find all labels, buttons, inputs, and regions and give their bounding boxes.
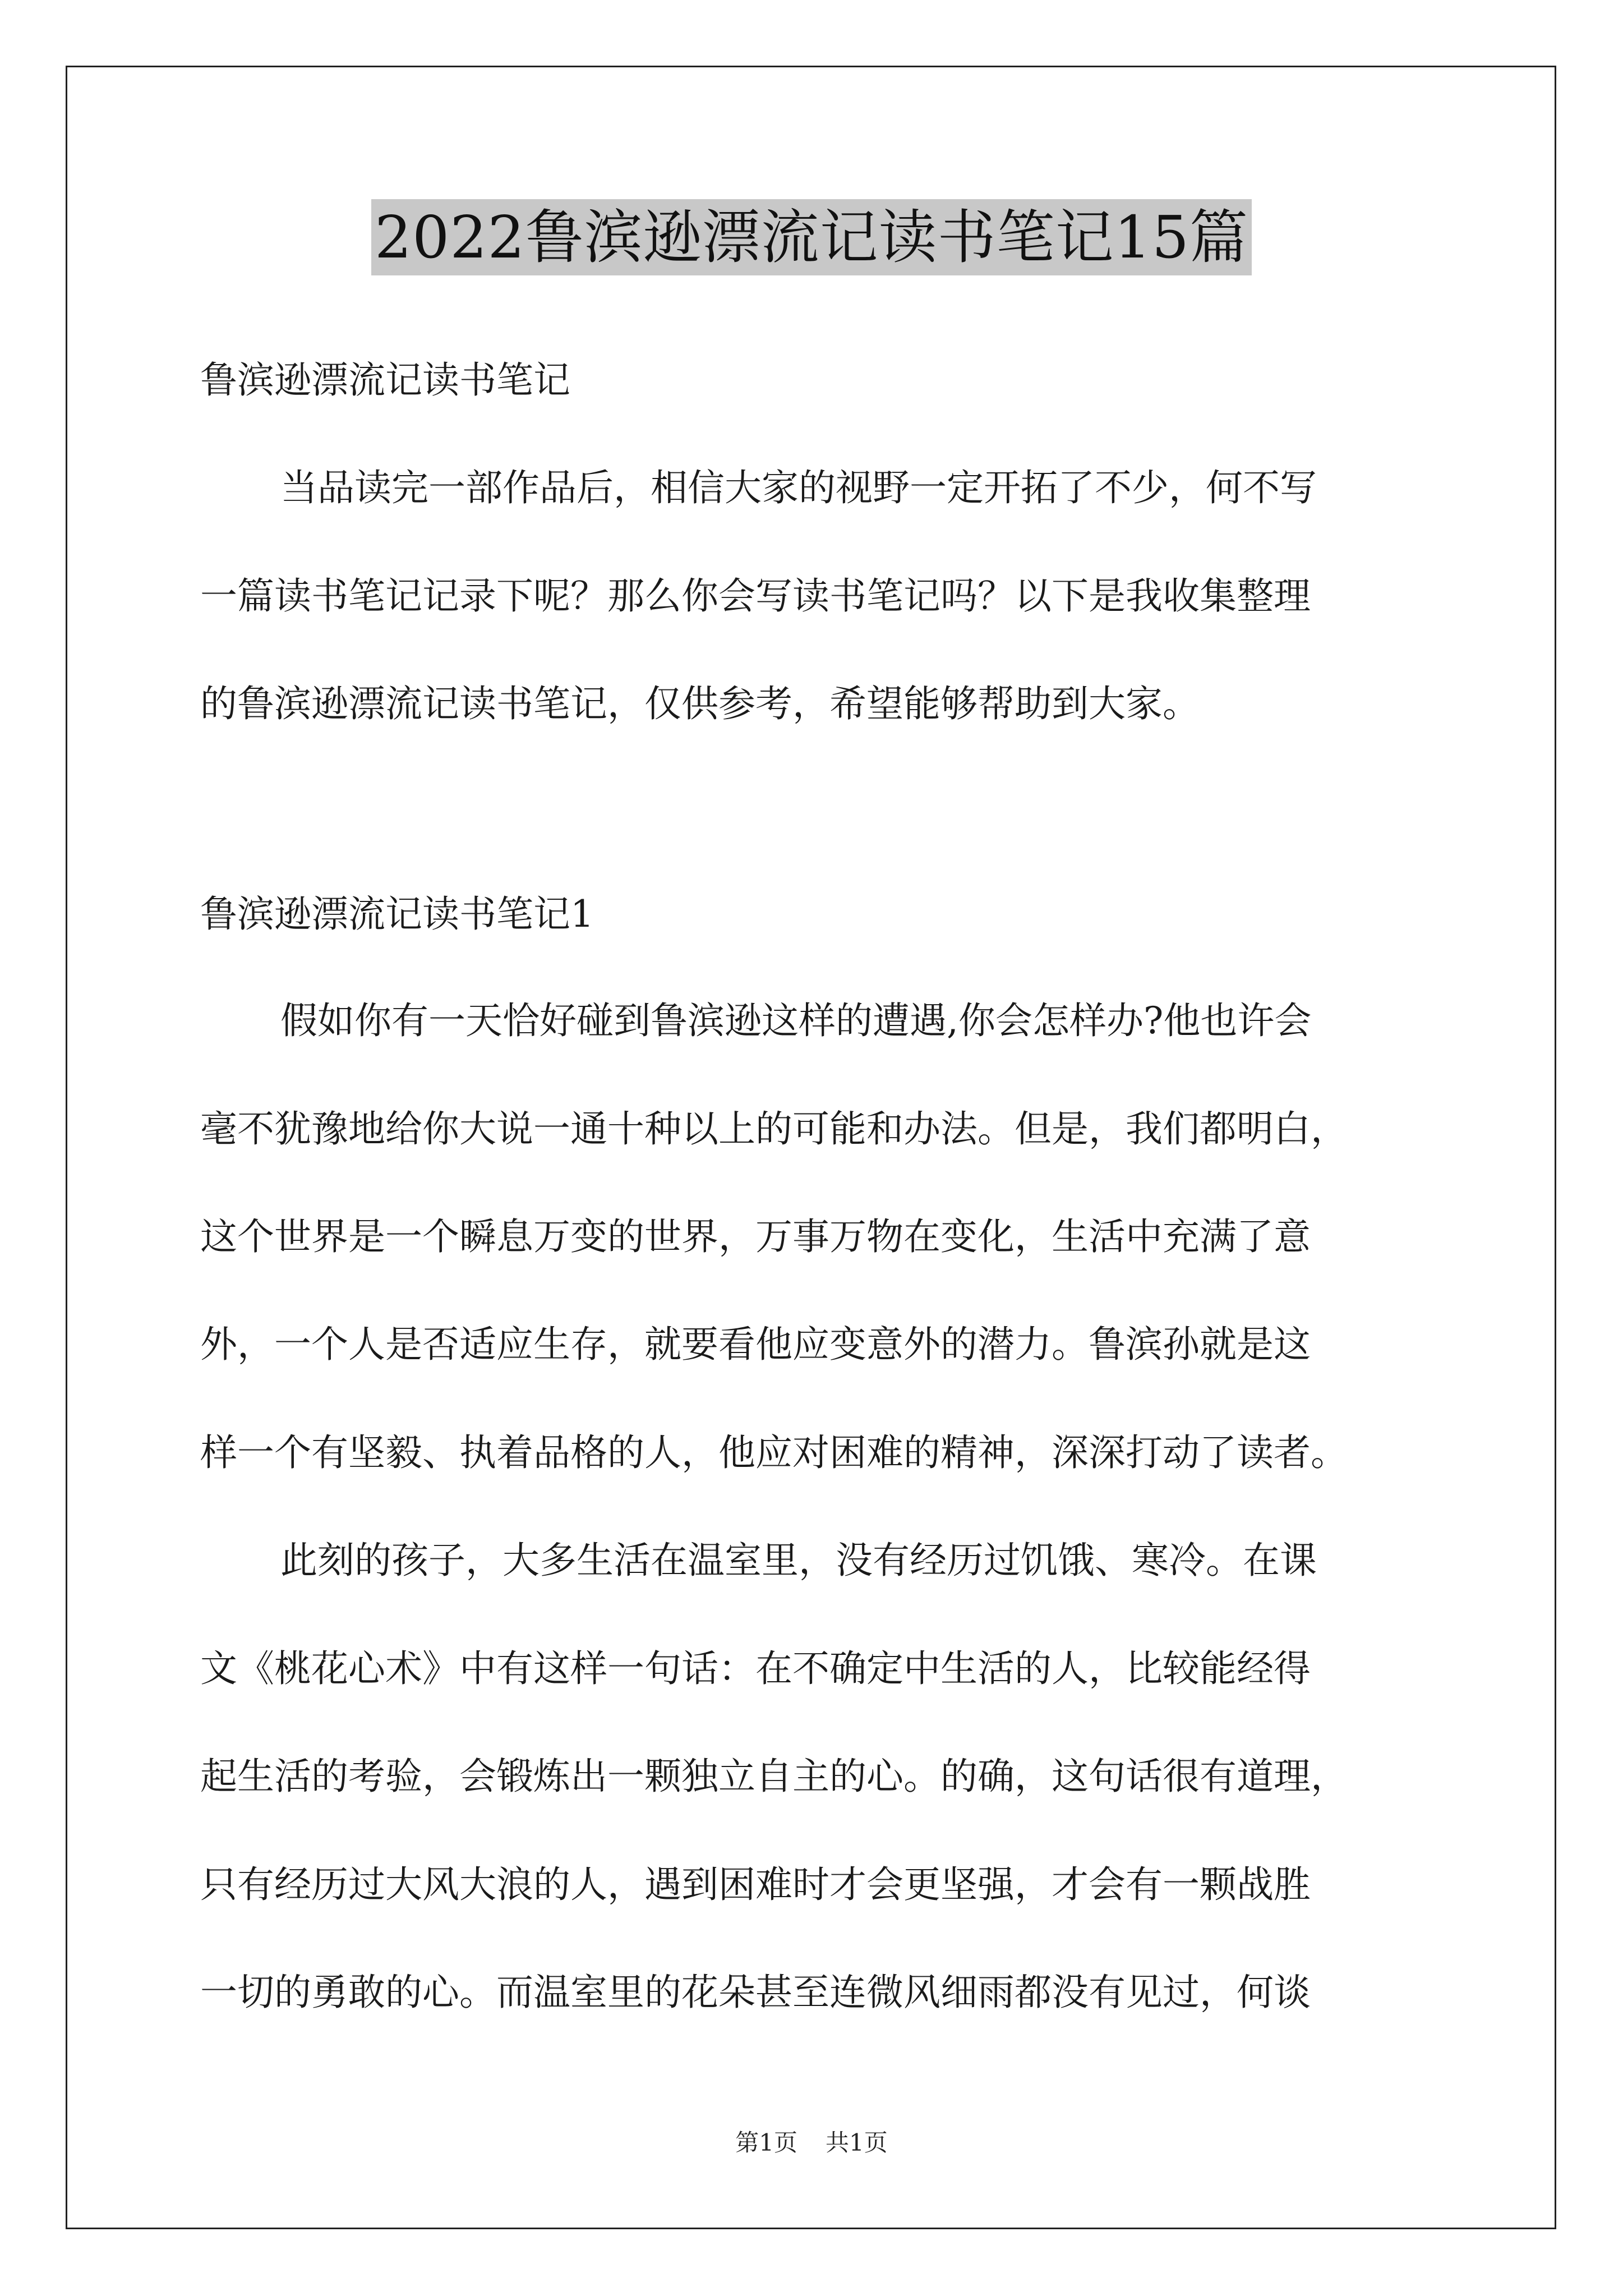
- paragraph-line: 一篇读书笔记记录下呢？那么你会写读书笔记吗？以下是我收集整理: [200, 574, 1311, 618]
- page-footer: [0, 2126, 1623, 2160]
- page-number: 第1页: [735, 2129, 797, 2156]
- paragraph-line: 一切的勇敢的心。而温室里的花朵甚至连微风细雨都没有见过，何谈: [200, 1971, 1311, 2014]
- paragraph-line: 样一个有坚毅、执着品格的人，他应对困难的精神，深深打动了读者。: [200, 1431, 1348, 1474]
- paragraph-line: 毫不犹豫地给你大说一通十种以上的可能和办法。但是，我们都明白，: [200, 1107, 1348, 1151]
- paragraph-line: 此刻的孩子，大多生活在温室里，没有经历过饥饿、寒冷。在课: [280, 1539, 1317, 1582]
- paragraph-line: 文《桃花心术》中有这样一句话：在不确定中生活的人，比较能经得: [200, 1647, 1311, 1690]
- paragraph-line: 起生活的考验，会锻炼出一颗独立自主的心。的确，这句话很有道理，: [200, 1755, 1348, 1798]
- document-title: 2022鲁滨逊漂流记读书笔记15篇: [371, 199, 1252, 275]
- paragraph-line: 的鲁滨逊漂流记读书笔记，仅供参考，希望能够帮助到大家。: [200, 682, 1200, 725]
- section-heading: 鲁滨逊漂流记读书笔记1: [200, 892, 594, 936]
- paragraph-line: 假如你有一天恰好碰到鲁滨逊这样的遭遇,你会怎样办?他也许会: [280, 999, 1312, 1042]
- title-container: [0, 199, 1623, 275]
- paragraph-line: 只有经历过大风大浪的人，遇到困难时才会更坚强，才会有一颗战胜: [200, 1863, 1311, 1906]
- page-total: 共1页: [826, 2129, 888, 2156]
- paragraph-line: 外，一个人是否适应生存，就要看他应变意外的潜力。鲁滨孙就是这: [200, 1323, 1311, 1366]
- intro-heading: 鲁滨逊漂流记读书笔记: [200, 358, 570, 402]
- paragraph-line: 当品读完一部作品后，相信大家的视野一定开拓了不少，何不写: [280, 466, 1317, 509]
- paragraph-line: 这个世界是一个瞬息万变的世界，万事万物在变化，生活中充满了意: [200, 1215, 1311, 1258]
